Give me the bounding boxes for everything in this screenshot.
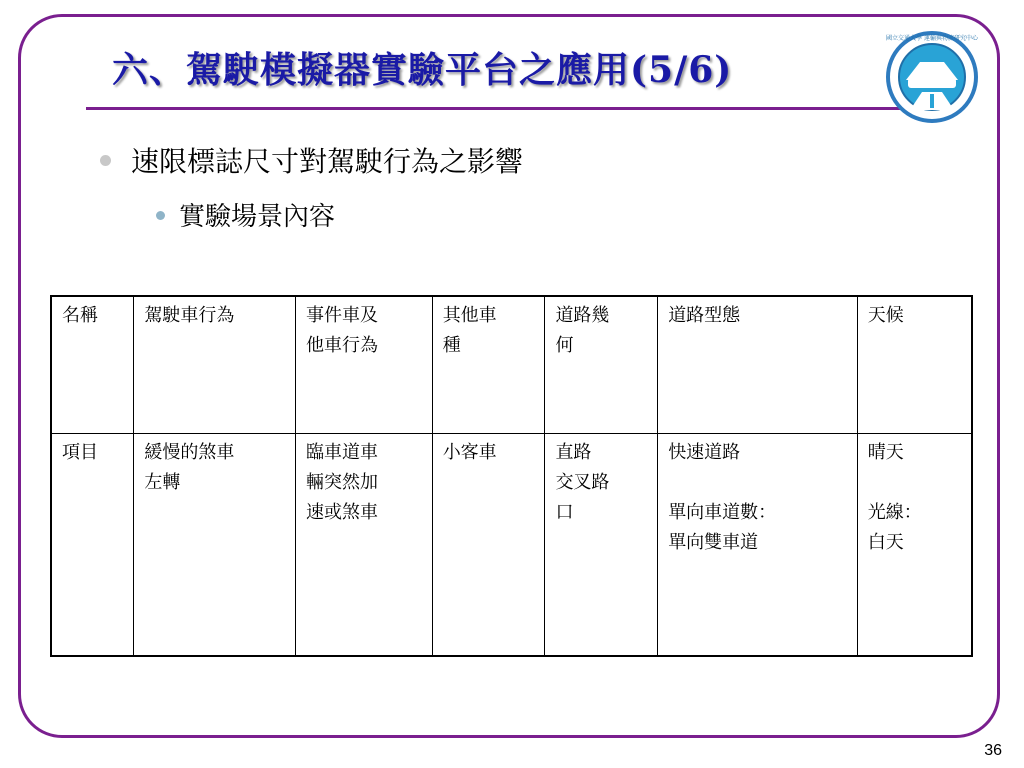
bullet-dot-icon (156, 211, 165, 220)
cell-road-geometry: 直路 交叉路 口 (545, 434, 658, 657)
page-number: 36 (984, 742, 1002, 759)
cell-name: 項目 (51, 434, 134, 657)
slide-title: 六、駕駛模擬器實驗平台之應用(5/6) (112, 49, 733, 91)
experiment-scenario-table (50, 295, 973, 657)
table-row (51, 434, 972, 657)
title-underline (86, 107, 926, 110)
bullet-level1 (100, 140, 523, 180)
bullet-level1-text: 速限標誌尺寸對駕駛行為之影響 (131, 145, 524, 178)
table-header-row (51, 296, 972, 434)
header-other-vehicle: 其他車 種 (432, 296, 545, 434)
bullet-level2-text: 實驗場景內容 (179, 202, 336, 232)
cell-driver-behavior: 緩慢的煞車 左轉 (134, 434, 296, 657)
cell-road-type: 快速道路 單向車道數： 單向雙車道 (658, 434, 858, 657)
header-weather: 天候 (857, 296, 972, 434)
header-driver-behavior: 駕駛車行為 (134, 296, 296, 434)
header-road-geometry: 道路幾 何 (545, 296, 658, 434)
cell-event-vehicle: 臨車道車 輛突然加 速或煞車 (295, 434, 432, 657)
bullet-dot-icon (100, 155, 111, 166)
cell-weather: 晴天 光線： 白天 (857, 434, 972, 657)
header-name: 名稱 (51, 296, 134, 434)
logo-text: 國立交通大學 運輸與物流研究中心 (886, 35, 978, 42)
bullet-level2 (156, 196, 335, 233)
header-road-type: 道路型態 (658, 296, 858, 434)
header-event-vehicle: 事件車及 他車行為 (295, 296, 432, 434)
cell-other-vehicle: 小客車 (432, 434, 545, 657)
research-center-logo (884, 22, 980, 132)
